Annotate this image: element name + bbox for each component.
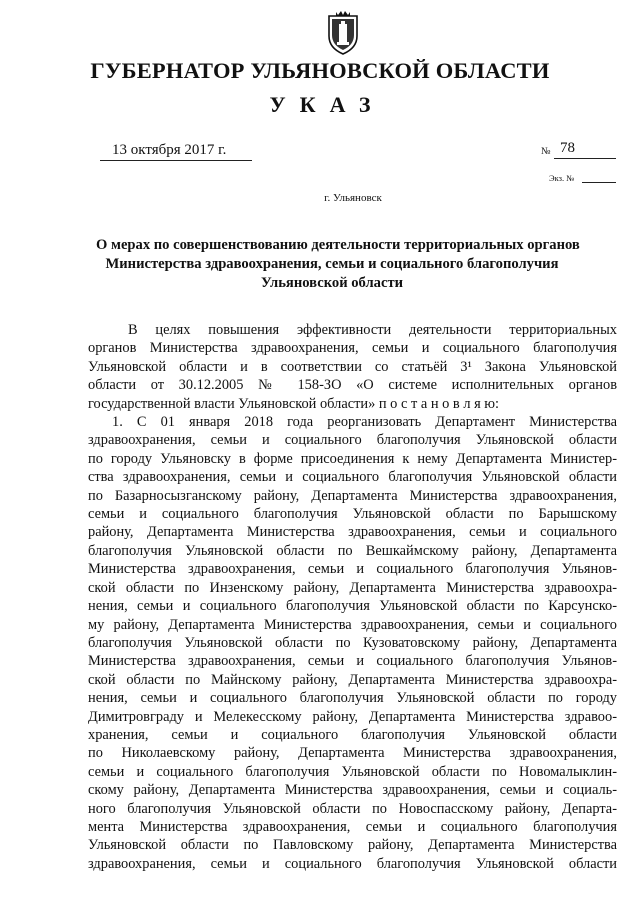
body-line: семьи и социального благополучия Ульяновской области по Барышскому	[88, 506, 617, 523]
body-line: Ульяновской области по Павловскому району, Департамента Министерства	[88, 837, 617, 854]
body-line: Ульяновской области и в соответствии со статьёй 3¹ Закона Ульяновской	[88, 358, 617, 375]
body-line: органов Министерства здравоохранения, семьи и социального благополучия	[88, 340, 617, 357]
body-line: В целях повышения эффективности деятельности территориальных	[128, 322, 617, 338]
decree-number: 78	[560, 140, 575, 156]
body-line: благополучия Ульяновской области по Кузоватовскому району, Департамента	[88, 634, 617, 651]
body-line: области от 30.12.2005 № 158-ЗО «О системе исполнительных органов	[88, 377, 617, 394]
date-underline	[100, 160, 252, 161]
body-line: благополучия Ульяновской области по Вешкаймскому району, Департамента	[88, 542, 617, 559]
number-underline	[554, 158, 616, 159]
coat-of-arms-emblem	[326, 10, 360, 56]
header-subtitle: УКАЗ	[269, 92, 385, 117]
body-line: му району, Департамента Министерства здравоохранения, семьи и социального	[88, 616, 617, 633]
decree-body	[88, 321, 617, 873]
subject-line: О мерах по совершенствованию деятельности территориальных органов	[96, 237, 580, 253]
body-line: государственной власти Ульяновской области» п о с т а н о в л я ю:	[88, 395, 500, 412]
number-label: №	[541, 146, 551, 157]
body-line: по Базарносызганскому району, Департамента Министерства здравоохранения,	[88, 487, 617, 504]
body-line: здравоохранения, семьи и социального благополучия Ульяновской области	[88, 432, 617, 449]
body-line: Министерства здравоохранения, семьи и социального благополучия Ульянов-	[88, 561, 617, 578]
subject-line: Ульяновской области	[260, 275, 404, 291]
body-line: мента Министерства здравоохранения, семьи и социального благополучия	[88, 818, 617, 835]
body-line: хранения, семьи и социального благополучия Ульяновской области	[88, 726, 617, 743]
body-line: Министерства здравоохранения, семьи и социального благополучия Ульянов-	[88, 653, 617, 670]
body-line: нения, семьи и социального благополучия Ульяновской области по городу	[88, 690, 617, 707]
body-line: здравоохранения, семьи и социального благополучия Ульяновской области	[88, 855, 617, 872]
body-line: 1. С 01 января 2018 года реорганизовать Департамент Министерства	[112, 414, 617, 431]
body-line: ства здравоохранения, семьи и социального благополучия Ульяновской области	[88, 469, 617, 486]
subject-line: Министерства здравоохранения, семьи и социального благополучия	[105, 256, 559, 272]
city-name: г. Ульяновск	[324, 192, 382, 204]
body-line: по Николаевскому району, Департамента Министерства здравоохранения,	[88, 745, 617, 762]
body-line: ской области по Инзенскому району, Департамента Министерства здравоохра-	[88, 579, 617, 596]
copy-number-label: Экз. №	[549, 173, 575, 183]
body-line: ного благополучия Ульяновской области по Новоспасскому району, Департа-	[88, 800, 617, 817]
body-line: нения, семьи и социального благополучия Ульяновской области по Карсунско-	[88, 598, 617, 615]
decree-subject	[96, 236, 580, 293]
decree-date: 13 октября 2017 г.	[112, 142, 227, 158]
body-line: семьи и социального благополучия Ульяновской области по Новомалыклин-	[88, 763, 617, 780]
header-title: ГУБЕРНАТОР УЛЬЯНОВСКОЙ ОБЛАСТИ	[90, 58, 550, 83]
body-line: Димитровграду и Мелекесскому району, Департамента Министерства здравоо-	[88, 708, 617, 725]
copy-number-underline	[582, 182, 616, 183]
body-line: району, Департамента Министерства здравоохранения, семьи и социального	[88, 524, 617, 541]
body-line: по городу Ульяновску в форме присоединения к нему Департамента Министер-	[88, 450, 617, 467]
body-line: скому району, Департамента Министерства здравоохранения, семьи и социаль-	[88, 782, 617, 799]
body-line: ской области по Майнскому району, Департамента Министерства здравоохра-	[88, 671, 617, 688]
